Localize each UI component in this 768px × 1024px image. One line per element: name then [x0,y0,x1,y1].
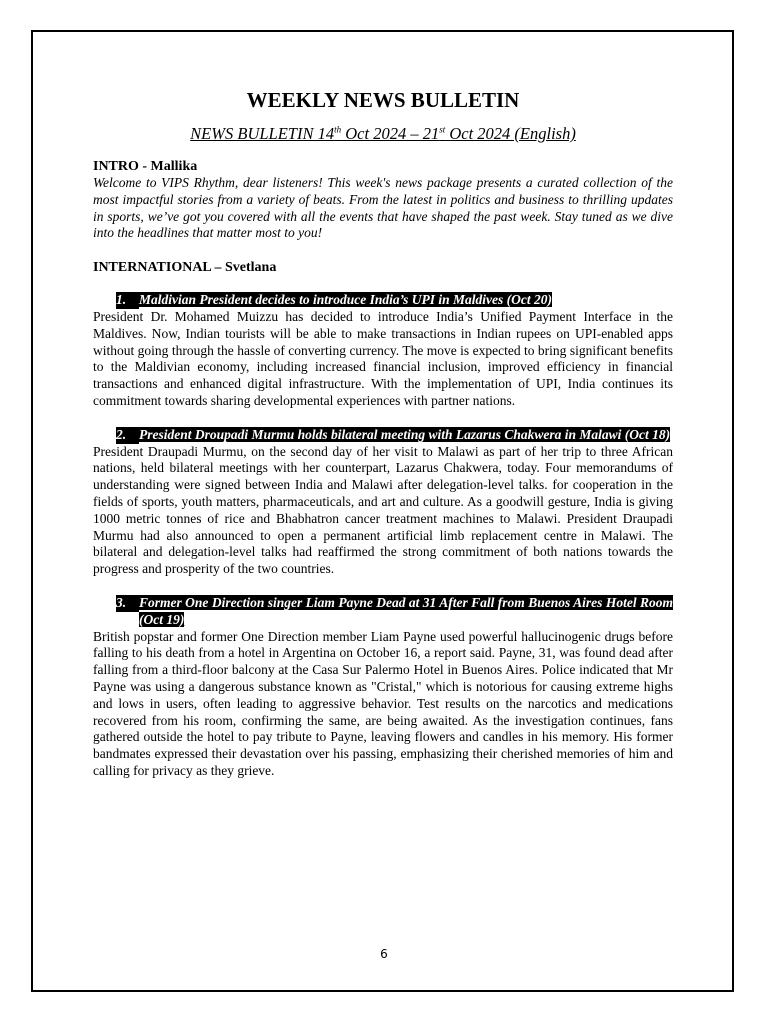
news-number: 2. [116,427,139,444]
subtitle-sup-st: st [439,124,446,135]
news-headline-label: Former One Direction singer Liam Payne Dead at 31 After Fall from Buenos Aires Hotel Room (Oct 19) [139,594,673,627]
news-body: President Dr. Mohamed Muizzu has decided to introduce India’s Unified Payment Interface in the Maldives. Now, Indian tourists will be able to make transactions in Indian rupees on UPI-enabled apps without going through the hassle of converting currency. The move is expected to bring significant benefits to the Maldivian economy, including increased financial inclusion, improved efficiency in financial transactions and enhanced digital infrastructure. With the implementation of UPI, India continues its commitment towards sharing developmental experiences with partner nations. [93,308,673,408]
news-item [93,292,673,410]
news-number: 1. [116,292,139,309]
news-headline [93,595,673,629]
news-item [93,427,673,578]
news-headline-text [139,292,673,309]
news-headline [93,427,673,444]
bulletin-title: WEEKLY NEWS BULLETIN [246,88,520,112]
page-number: 6 [380,947,388,961]
news-headline-text [139,427,673,444]
subtitle-sup-th: th [334,124,342,135]
subtitle-mid: Oct 2024 – 21 [341,124,440,143]
news-headline [93,292,673,309]
news-number: 3. [116,595,139,612]
news-headline-label: Maldivian President decides to introduce India’s UPI in Maldives (Oct 20) [139,292,552,308]
bulletin-subtitle [93,124,673,144]
news-body: President Draupadi Murmu, on the second day of her visit to Malawi as part of her trip to three African nations, held bilateral meetings with her counterpart, Lazarus Chakwera, today. Four memorandums of understanding were signed between India and Malawi after delegation-level talks. for cooperation in the fields of sports, youth matters, pharmaceuticals, and art and culture. As a goodwill gesture, India is giving 1000 metric tonnes of rice and Bhabhatron cancer treatment machines to Malawi. President Draupadi Murmu had also announced to open a permanent artificial limb replacement centre in Malawi. The bilateral and delegation-level talks had reaffirmed the strong commitment of both nations towards the progress and prosperity of the two countries. [93,443,673,577]
intro-text: Welcome to VIPS Rhythm, dear listeners! This week's news package presents a curated collection of the most impactful stories from a variety of beats. From the latest in politics and business to thrilling updates in sports, we’ve got you covered with all the events that have shaped the past week. Stay tuned as we dive into the headlines that matter most to you! [93,175,673,241]
subtitle-suffix: Oct 2024 (English) [445,124,576,143]
bulletin-content [93,88,673,780]
intro-heading: INTRO - Mallika [93,159,198,174]
news-headline-text [139,595,673,629]
news-body: British popstar and former One Direction member Liam Payne used powerful hallucinogenic drugs before falling to his death from a hotel in Argentina on October 16, a report said. Payne, 31, was found dead after falling from a third-floor balcony at the Casa Sur Palermo Hotel in Buenos Aires. Police indicated that Mr Payne was using a dangerous substance known as "Cristal," which is notorious for causing extreme highs and lows in users, often leading to aggressive behavior. Test results on the narcotics and medications recovered from his room, confirming the same, are being awaited. As the investigation continues, fans gathered outside the hotel to pay tribute to Payne, leaving flowers and candles in his memory. His former bandmates expressed their devastation over his passing, emphasizing their cherished memories of him and calling for privacy as they grieve. [93,628,673,778]
international-heading: INTERNATIONAL – Svetlana [93,260,277,276]
news-headline-label: President Droupadi Murmu holds bilateral meeting with Lazarus Chakwera in Malawi (Oct 18) [139,426,671,442]
subtitle-prefix: NEWS BULLETIN 14 [190,124,335,143]
news-item [93,595,673,780]
